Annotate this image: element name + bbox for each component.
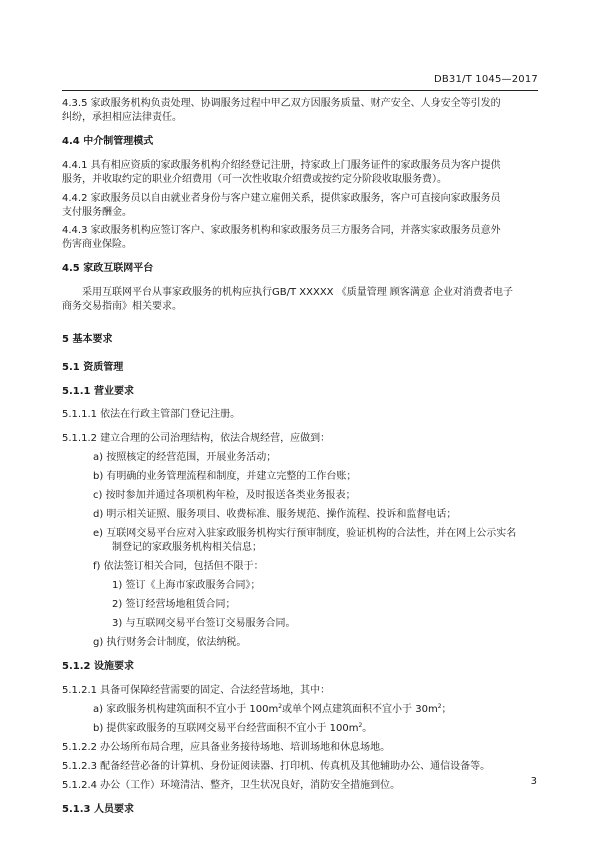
section-5-1-2-heading: 5.1.2 设施要求 [62,661,134,672]
list-item-e-line1: e) 互联网交易平台应对入驻家政服务机构实行预审制度，验证机构的合法性，并在网上公示实名 [93,528,517,539]
list-item-g: g) 执行财务会计制度，依法纳税。 [93,637,247,648]
list-item-f: f) 依法签订相关合同，包括但不限于： [93,561,264,572]
section-4-5-heading: 4.5 家政互联网平台 [62,263,154,274]
area-a-text-2: 或单个网点建筑面积不宜小于 30m [282,704,438,715]
area-b-text-1: b) 提供家政服务的互联网交易平台经营面积不宜小于 100m [93,723,359,734]
para-4-5-line2: 商务交易指南》相关要求。 [62,301,182,312]
section-4-4-heading: 4.4 中介制管理模式 [62,136,154,147]
clause-5-1-2-2: 5.1.2.2 办公场所布局合理，应具备业务接待场地、培训场地和休息场地。 [62,742,391,753]
clause-4-4-2-line2: 支付服务酬金。 [62,207,132,218]
clause-4-4-1-line2: 服务，并收取约定的职业介绍费用（可一次性收取介绍费或按约定分阶段收取服务费）。 [62,174,447,185]
list-item-d: d) 明示相关证照、服务项目、收费标准、服务规范、操作流程、投诉和监督电话； [93,509,457,520]
clause-4-3-5-line1: 4.3.5 家政服务机构负责处理、协调服务过程中甲乙双方因服务质量、财产安全、人身安全等引发的 [62,98,501,109]
clause-5-1-1-1: 5.1.1.1 依法在行政主管部门登记注册。 [62,409,241,420]
superscript-2: 2 [358,722,363,729]
list-item-a: a) 按照核定的经营范围，开展业务活动； [93,452,277,463]
clause-5-1-2-1: 5.1.2.1 具备可保障经营需要的固定、合法经营场地，其中： [62,685,331,696]
list-item-area-a [93,703,452,717]
section-5-1-heading: 5.1 资质管理 [62,362,124,373]
area-a-text-3: ； [441,704,452,715]
list-item-f-1: 1) 签订《上海市家政服务合同》； [112,580,261,591]
superscript-2: 2 [278,703,283,710]
page-number: 3 [530,776,537,787]
clause-4-4-1-line1: 4.4.1 具有相应资质的家政服务机构介绍经登记注册，持家政上门服务证件的家政服务员为客户提供 [62,160,501,171]
clause-5-1-1-2: 5.1.1.2 建立合理的公司治理结构，依法合规经营，应做到： [62,433,331,444]
chapter-5-heading: 5 基本要求 [62,334,113,345]
clause-5-1-2-3: 5.1.2.3 配备经营必备的计算机、身份证阅读器、打印机、传真机及其他辅助办公、通信设备等。 [62,761,491,772]
list-item-area-b [93,722,372,736]
superscript-2: 2 [437,703,442,710]
section-5-1-3-heading: 5.1.3 人员要求 [62,804,134,815]
list-item-c: c) 按时参加并通过各项机构年检，及时报送各类业务报表； [93,490,356,501]
document-code-header: DB31/T 1045—2017 [433,74,538,85]
header-rule [62,90,538,91]
list-item-b: b) 有明确的业务管理流程和制度，并建立完整的工作台账； [93,471,357,482]
clause-4-4-3-line2: 伤害商业保险。 [62,239,132,250]
clause-4-4-2-line1: 4.4.2 家政服务员以自由就业者身份与客户建立雇佣关系，提供家政服务，客户可直接向家政服务员 [62,193,501,204]
section-5-1-1-heading: 5.1.1 营业要求 [62,386,134,397]
list-item-e-line2: 制登记的家政服务机构相关信息； [112,542,262,553]
clause-4-4-3-line1: 4.4.3 家政服务机构应签订客户、家政服务机构和家政服务员三方服务合同，并落实家政服务员意外 [62,225,501,236]
clause-5-1-2-4: 5.1.2.4 办公（工作）环境清洁、整齐，卫生状况良好，消防安全措施到位。 [62,780,401,791]
clause-4-3-5-line2: 纠纷，承担相应法律责任。 [62,112,182,123]
list-item-f-2: 2) 签订经营场地租赁合同； [112,599,236,610]
list-item-f-3: 3) 与互联网交易平台签订交易服务合同。 [112,618,296,629]
para-4-5-line1: 采用互联网平台从事家政服务的机构应执行GB/T XXXXX 《质量管理 顾客满意 企业对消费者电子 [82,287,514,298]
area-b-text-2: 。 [362,723,373,734]
area-a-text-1: a) 家政服务机构建筑面积不宜小于 100m [93,704,279,715]
